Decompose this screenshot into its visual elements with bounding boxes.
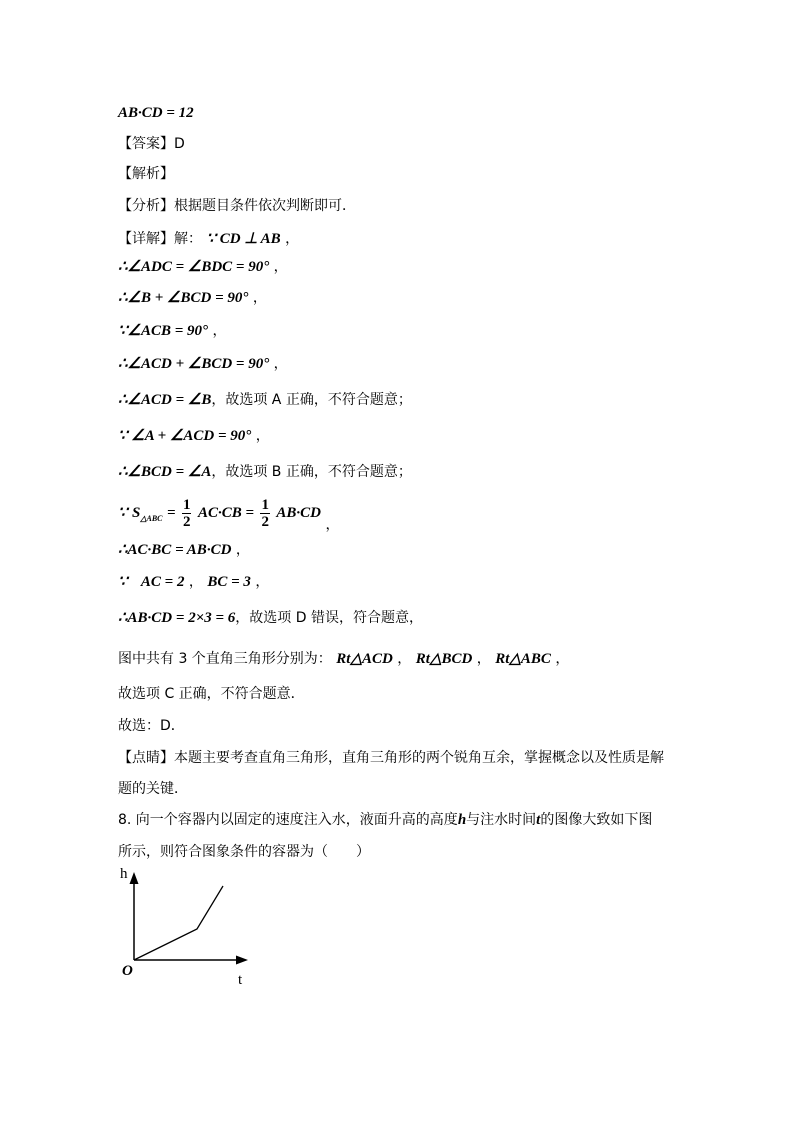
math-line-10 xyxy=(118,390,412,410)
math-expression: AB·CD xyxy=(276,505,322,521)
dianjing-line-end: 题的关键． xyxy=(118,781,188,797)
option-c-line: 故选项 C 正确，不符合题意． xyxy=(118,686,305,702)
comma: ， xyxy=(235,542,250,558)
line-ab-cd-12 xyxy=(118,103,194,123)
triangle-bcd: Rt△BCD xyxy=(415,651,473,667)
h-t-curve xyxy=(134,886,223,960)
question-text: 8. 向一个容器内以固定的速度注入水，液面升高的高度 xyxy=(118,812,458,828)
math-line-11 xyxy=(118,426,270,446)
math-expression: ∴∠ACD + ∠BCD = 90° xyxy=(118,356,270,372)
detail-prefix: 【详解】解： xyxy=(118,231,202,247)
math-expression: AC = 2 xyxy=(140,574,185,590)
math-expression: AC·CB = xyxy=(197,505,255,521)
question-8-line-1 xyxy=(118,810,652,830)
var-t: t xyxy=(536,812,541,828)
question-text: 与注水时间 xyxy=(466,812,537,828)
math-expression: BC = 3 xyxy=(207,574,251,590)
comma: ， xyxy=(325,517,340,533)
math-line-8 xyxy=(118,321,227,341)
math-expression: ∴∠B + ∠BCD = 90° xyxy=(118,290,249,306)
math-expression: ∴∠BCD = ∠A xyxy=(118,464,212,480)
math-expression: ∵ ∠A + ∠ACD = 90° xyxy=(118,428,252,444)
origin-label: O xyxy=(122,963,133,979)
question-text: 的图像大致如下图 xyxy=(540,812,653,828)
triangle-acd: Rt△ACD xyxy=(336,651,393,667)
answer-line: 【答案】D xyxy=(118,136,185,152)
math-line-15 xyxy=(118,572,269,592)
var-h: h xyxy=(457,812,467,828)
option-b-text: ，故选项 B 正确，不符合题意； xyxy=(211,464,412,480)
math-line-12 xyxy=(118,462,412,482)
question-8-line-2: 所示，则符合图象条件的容器为（ ） xyxy=(118,844,370,860)
option-d-text: ，故选项 D 错误，符合题意， xyxy=(235,610,423,626)
comma: ， xyxy=(273,259,288,275)
math-line-16 xyxy=(118,608,423,628)
area-subscript: △ABC xyxy=(140,513,163,523)
comma: ， xyxy=(188,574,203,590)
math-line-9 xyxy=(118,354,288,374)
comma: ， xyxy=(273,356,288,372)
analysis-header: 【解析】 xyxy=(118,166,174,182)
numerator: 1 xyxy=(261,496,269,513)
triangle-abc: Rt△ABC xyxy=(495,651,551,667)
math-expression: AB·CD = 12 xyxy=(118,105,194,121)
because-symbol: ∵ xyxy=(118,574,128,590)
option-a-text: ，故选项 A 正确，不符合题意； xyxy=(211,392,412,408)
math-expression: ∴AB·CD = 2×3 = 6 xyxy=(118,610,236,626)
comma: ， xyxy=(252,290,267,306)
denominator: 2 xyxy=(182,513,191,530)
denominator: 2 xyxy=(261,513,269,530)
math-expression: ∴AC·BC = AB·CD xyxy=(118,542,232,558)
fraction-half xyxy=(260,497,270,530)
comma: ， xyxy=(212,323,227,339)
math-expression: ∴∠ACD = ∠B xyxy=(118,392,212,408)
y-axis-label: h xyxy=(120,866,128,882)
comma: ， xyxy=(555,651,570,667)
area-formula-line xyxy=(118,496,339,536)
math-line-7 xyxy=(118,288,267,308)
comma: ， xyxy=(255,428,270,444)
y-axis-arrow xyxy=(130,872,139,884)
math-expression: ∵ CD ⊥ AB xyxy=(206,231,281,247)
dianjing-line: 【点睛】本题主要考查直角三角形，直角三角形的两个锐角互余，掌握概念以及性质是解 xyxy=(118,750,664,766)
math-expression: ∵∠ACB = 90° xyxy=(118,323,209,339)
x-axis-arrow xyxy=(236,956,248,965)
numerator: 1 xyxy=(182,496,191,513)
water-level-graph xyxy=(110,864,270,994)
equals: = xyxy=(166,505,176,521)
fraction-half xyxy=(182,497,192,530)
comma: ， xyxy=(476,651,491,667)
because-symbol: ∵ xyxy=(118,505,128,521)
math-line-14 xyxy=(118,540,250,560)
fenxi-line: 【分析】根据题目条件依次判断即可． xyxy=(118,198,356,214)
math-line-6 xyxy=(118,257,288,277)
comma: ， xyxy=(255,574,270,590)
math-expression: ∴∠ADC = ∠BDC = 90° xyxy=(118,259,270,275)
x-axis-label: t xyxy=(238,972,243,988)
triangles-text: 图中共有 3 个直角三角形分别为： xyxy=(118,651,332,667)
comma: ， xyxy=(397,651,412,667)
area-symbol: S xyxy=(132,505,141,521)
right-triangles-line xyxy=(118,649,569,669)
detail-line xyxy=(118,229,299,249)
choice-line: 故选：D． xyxy=(118,718,185,734)
comma: ， xyxy=(285,231,300,247)
